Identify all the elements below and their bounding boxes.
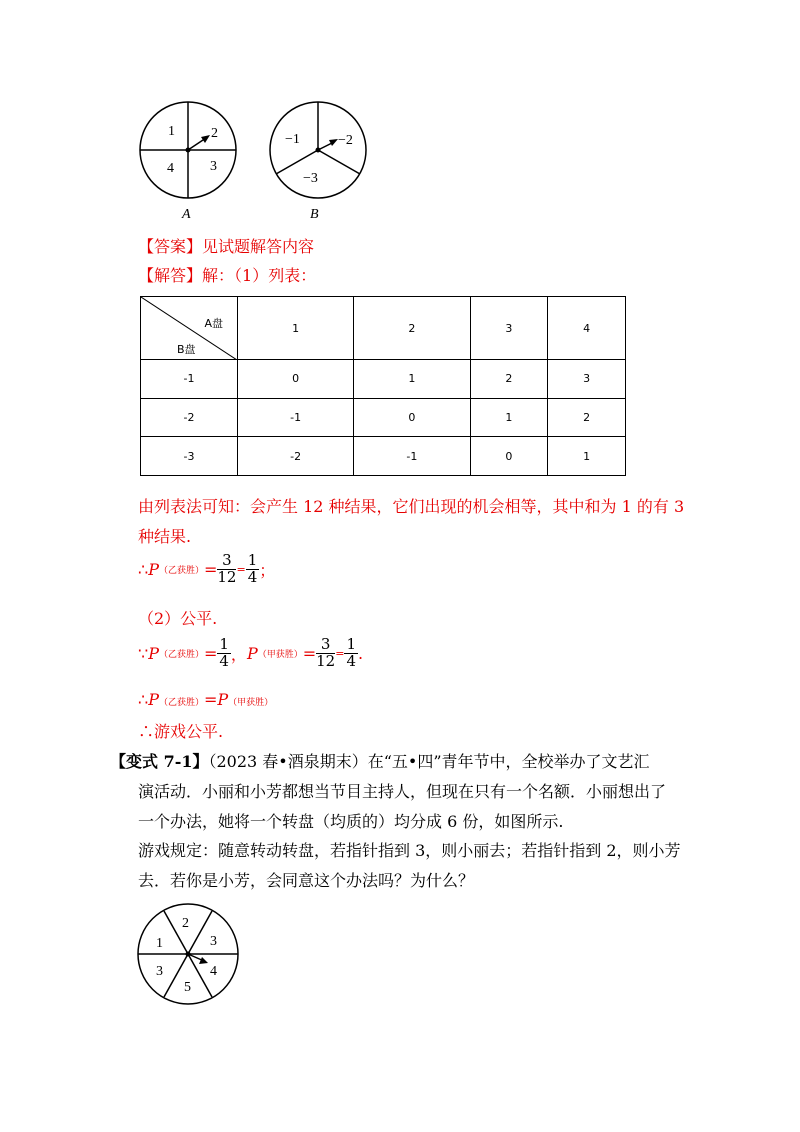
- table-cell: 0: [470, 437, 548, 476]
- spinner-c-label: 1: [156, 936, 163, 951]
- spinner-a-caption: A: [182, 207, 191, 222]
- punctuation: ；: [259, 560, 276, 580]
- table-cell: 0: [354, 398, 470, 437]
- table-corner: [141, 297, 238, 360]
- table-cell: 3: [548, 360, 626, 399]
- col-header: 3: [470, 297, 548, 360]
- table-cell: -1: [354, 437, 470, 476]
- denominator: 4: [219, 651, 229, 670]
- col-header: 4: [548, 297, 626, 360]
- table-row: [141, 360, 626, 399]
- numerator: 3: [316, 637, 335, 654]
- fraction: [217, 553, 236, 586]
- spinner-b-caption: B: [310, 207, 319, 222]
- prob-symbol: P: [246, 643, 258, 663]
- prob-subscript: （乙获胜）: [158, 565, 204, 576]
- solution-tag: 【解答】: [138, 266, 203, 285]
- variant-line-5: 去．若你是小芳，会同意这个办法吗？为什么？: [138, 871, 475, 890]
- fraction: [344, 637, 358, 670]
- table-cell: -1: [238, 398, 354, 437]
- variant-line-4: 游戏规定：随意转动转盘，若指针指到 3，则小丽去；若指针指到 2，则小芳: [138, 841, 681, 860]
- prob-line-1: [138, 553, 275, 586]
- solution-text: 解：（1）列表：: [202, 266, 317, 285]
- fraction: [246, 553, 260, 586]
- corner-top-label: A盘: [204, 317, 223, 330]
- col-header: 2: [354, 297, 470, 360]
- variant-line-1: [110, 749, 650, 772]
- table-cell: 2: [470, 360, 548, 399]
- punctuation: ，: [230, 644, 247, 664]
- spinner-b-label: −2: [338, 133, 353, 148]
- spinner-c-label: 2: [182, 916, 189, 931]
- spinner-a-label: 2: [211, 126, 218, 141]
- prob-symbol: P: [217, 690, 229, 709]
- table-cell: 2: [548, 398, 626, 437]
- spinner-a-label: 3: [210, 159, 217, 174]
- therefore-symbol: ∴: [138, 690, 149, 709]
- therefore-symbol: ∴: [138, 559, 149, 579]
- table-cell: 1: [548, 437, 626, 476]
- spinner-b-label: −3: [303, 171, 318, 186]
- equals-sign: =: [203, 643, 218, 663]
- table-row: [141, 398, 626, 437]
- answer-line: [138, 234, 314, 257]
- denominator: 4: [247, 567, 258, 586]
- solution-line: [138, 263, 316, 286]
- table-cell: -2: [238, 437, 354, 476]
- spinner-a-label: 4: [167, 161, 174, 176]
- row-label: -3: [141, 437, 238, 476]
- prob-subscript: （乙获胜）: [158, 649, 204, 660]
- spinner-b-label: −1: [285, 132, 300, 147]
- denominator: 12: [316, 651, 336, 670]
- denominator: 4: [346, 651, 356, 670]
- table-cell: 1: [354, 360, 470, 399]
- analysis-line-1: 由列表法可知：会产生 12 种结果，它们出现的机会相等，其中和为 1 的有 3: [138, 497, 685, 516]
- variant-tag: 【变式 7-1】: [110, 752, 209, 771]
- punctuation: .: [357, 643, 364, 663]
- prob-subscript: （甲获胜）: [257, 649, 303, 660]
- table-row: [141, 437, 626, 476]
- prob-line-2: [138, 637, 363, 670]
- answer-tag: 【答案】: [138, 237, 203, 256]
- table-cell: 0: [238, 360, 354, 399]
- row-label: -1: [141, 360, 238, 399]
- spinner-b: [268, 100, 372, 224]
- part2-line: （2）公平.: [138, 609, 218, 628]
- sum-table: [140, 296, 626, 476]
- prob-symbol: P: [148, 559, 159, 579]
- spinner-c-label: 3: [210, 934, 217, 949]
- prob-subscript: （甲获胜）: [228, 698, 274, 708]
- prob-symbol: P: [148, 643, 159, 663]
- analysis-line-2: 种结果.: [138, 527, 192, 546]
- equals-sign: =: [203, 690, 218, 709]
- denominator: 12: [217, 567, 237, 586]
- spinner-c-label: 4: [210, 964, 217, 979]
- numerator: 1: [219, 635, 229, 653]
- equals-sign: =: [302, 643, 317, 663]
- fraction: [316, 637, 335, 670]
- answer-text: 见试题解答内容: [202, 237, 315, 256]
- equals-sign: =: [203, 559, 218, 579]
- prob-line-3: [138, 690, 273, 709]
- numerator: 1: [346, 635, 356, 653]
- spinner-a: [138, 100, 242, 224]
- conclusion-line: ∴游戏公平.: [138, 722, 224, 741]
- corner-bottom-label: B盘: [177, 343, 196, 356]
- numerator: 3: [217, 553, 236, 570]
- prob-subscript: （乙获胜）: [158, 698, 204, 708]
- variant-text: （2023 春•酒泉期末）在“五•四”青年节中，全校举办了文艺汇: [208, 752, 650, 771]
- fraction: [217, 637, 231, 670]
- equals-sign: =: [335, 646, 345, 660]
- row-label: -2: [141, 398, 238, 437]
- prob-symbol: P: [148, 690, 159, 709]
- spinner-a-label: 1: [168, 124, 175, 139]
- equals-sign: =: [236, 562, 246, 576]
- because-symbol: ∵: [138, 643, 149, 663]
- variant-line-3: 一个办法，她将一个转盘（均质的）均分成 6 份，如图所示.: [138, 812, 564, 831]
- spinner-c-label: 5: [184, 980, 191, 995]
- table-cell: 1: [470, 398, 548, 437]
- col-header: 1: [238, 297, 354, 360]
- numerator: 1: [247, 551, 258, 569]
- variant-line-2: 演活动．小丽和小芳都想当节目主持人，但现在只有一个名额．小丽想出了: [138, 782, 667, 801]
- spinner-c-label: 3: [156, 964, 163, 979]
- spinner-c: [136, 903, 242, 1007]
